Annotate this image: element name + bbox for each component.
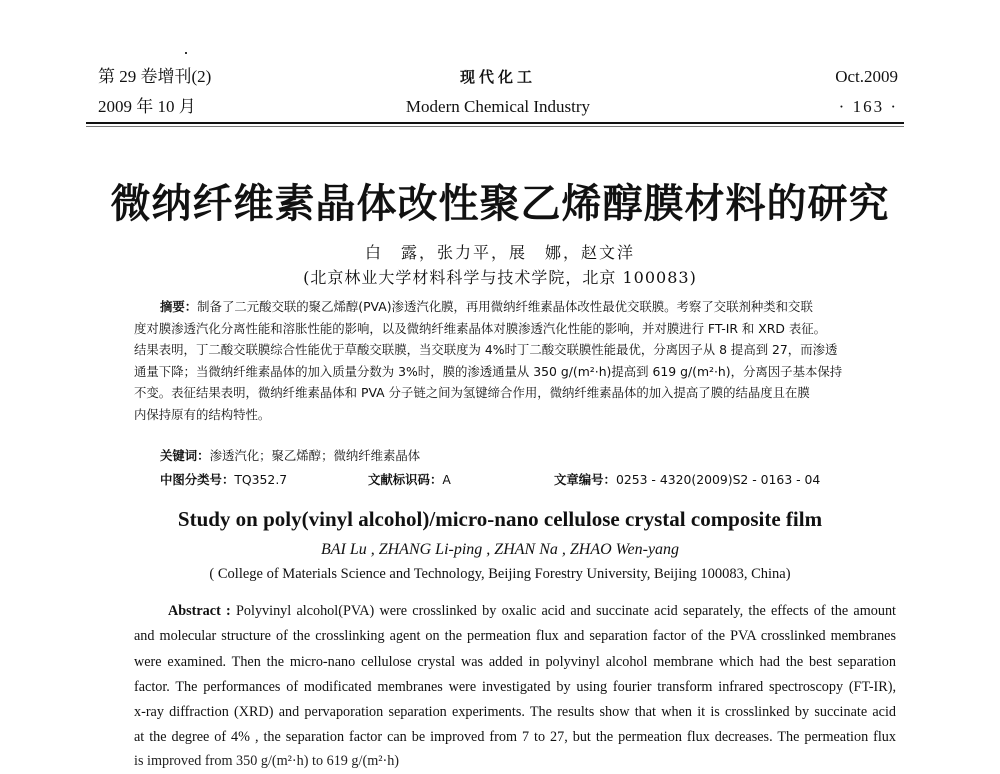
running-header	[98, 62, 898, 126]
abstract-en-cutoff-line: is improved from 350 g/(m²·h) to 619 g/(m²·h)	[134, 753, 400, 769]
header-rule-thin	[86, 126, 904, 127]
publication-date-cn: 2009 年 10 月	[98, 97, 196, 116]
authors-en: BAI Lu , ZHANG Li-ping , ZHAN Na , ZHAO Wen-yang	[320, 541, 680, 558]
abstract-cn-line: 度对膜渗透汽化分离性能和溶胀性能的影响，以及微纳纤维素晶体对膜渗透汽化性能的影响，并对膜进行 FT-IR 和 XRD 表征。	[134, 320, 826, 336]
abstract-cn	[134, 296, 894, 425]
header-rule	[86, 122, 904, 124]
abstract-en-line: Abstract : Polyvinyl alcohol(PVA) were crosslinked by oxalic acid and succinate acid separately, the effects of the amount	[168, 603, 896, 619]
abstract-en-line: were examined. Then the micro-nano cellulose crystal was added in polyvinyl alcohol membrane which had the best separation	[134, 653, 896, 670]
publication-date-en: Oct.2009	[835, 67, 898, 86]
keywords-label: 关键词：	[160, 448, 210, 463]
abstract-cn-line: 结果表明，丁二酸交联膜综合性能优于草酸交联膜，当交联度为 4%时丁二酸交联膜性能最优，分离因子从 8 提高到 27，而渗透	[134, 342, 838, 357]
article-title-en: Study on poly(vinyl alcohol)/micro-nano cellulose crystal composite film	[177, 507, 823, 531]
header-center	[348, 62, 648, 122]
header-left	[98, 62, 211, 122]
keywords-value: 渗透汽化；聚乙烯醇；微纳纤维素晶体	[209, 448, 421, 463]
abstract-en-line: x-ray diffraction (XRD) and pervaporation separation experiments. The results show that when it is crosslinked by succinate acid	[134, 704, 896, 721]
header-right	[835, 62, 898, 122]
journal-name-cn: 现代化工	[459, 68, 536, 86]
abstract-en-line: at the degree of 4% , the separation factor can be improved from 7 to 27, but the permeation flux decreases. The permeation flux	[134, 729, 896, 746]
affiliation-cn: (北京林业大学材料科学与技术学院，北京 100083)	[303, 268, 697, 287]
abstract-cn-line: 内保持原有的结构特性。	[134, 406, 271, 422]
scan-speck	[185, 52, 187, 54]
abstract-cn-label: 摘要：	[160, 299, 198, 314]
authors-cn: 白 露，张力平，展 娜，赵文洋	[364, 243, 635, 262]
abstract-en-line: and molecular structure of the crosslinking agent on the permeation flux and separation factor of the PVA crosslinked membranes	[134, 628, 896, 645]
article-title-cn: 微纳纤维素晶体改性聚乙烯醇膜材料的研究	[110, 181, 890, 227]
journal-name-en: Modern Chemical Industry	[405, 97, 591, 116]
volume-issue: 第 29 卷增刊(2)	[98, 67, 212, 86]
abstract-cn-line: 不变。表征结果表明，微纳纤维素晶体和 PVA 分子链之间为氢键缔合作用，微纳纤维素晶体的加入提高了膜的结晶度且在膜	[134, 385, 810, 400]
keywords-cn	[160, 446, 420, 464]
abstract-cn-line: 通量下降；当微纳纤维素晶体的加入质量分数为 3%时，膜的渗透通量从 350 g/(m²·h)提高到 619 g/(m²·h)，分离因子基本保持	[134, 363, 843, 379]
clc-number: 中图分类号：TQ352.7	[160, 472, 288, 487]
abstract-en-line: factor. The performances of modificated membranes were investigated by using fourier transform infrared spectroscopy (FT-IR),	[134, 678, 896, 695]
affiliation-en: ( College of Materials Science and Technology, Beijing Forestry University, Beijing 100083, China)	[209, 566, 791, 582]
page-number: · 163 ·	[838, 97, 898, 116]
abstract-en-label: Abstract :	[168, 603, 231, 619]
document-code: 文献标识码：A	[368, 472, 451, 487]
abstract-en	[134, 599, 896, 751]
article-id: 文章编号：0253 - 4320(2009)S2 - 0163 - 04	[554, 472, 821, 487]
abstract-cn-line: 摘要：制备了二元酸交联的聚乙烯醇(PVA)渗透汽化膜，再用微纳纤维素晶体改性最优交联膜。考察了交联剂种类和交联	[160, 299, 813, 314]
